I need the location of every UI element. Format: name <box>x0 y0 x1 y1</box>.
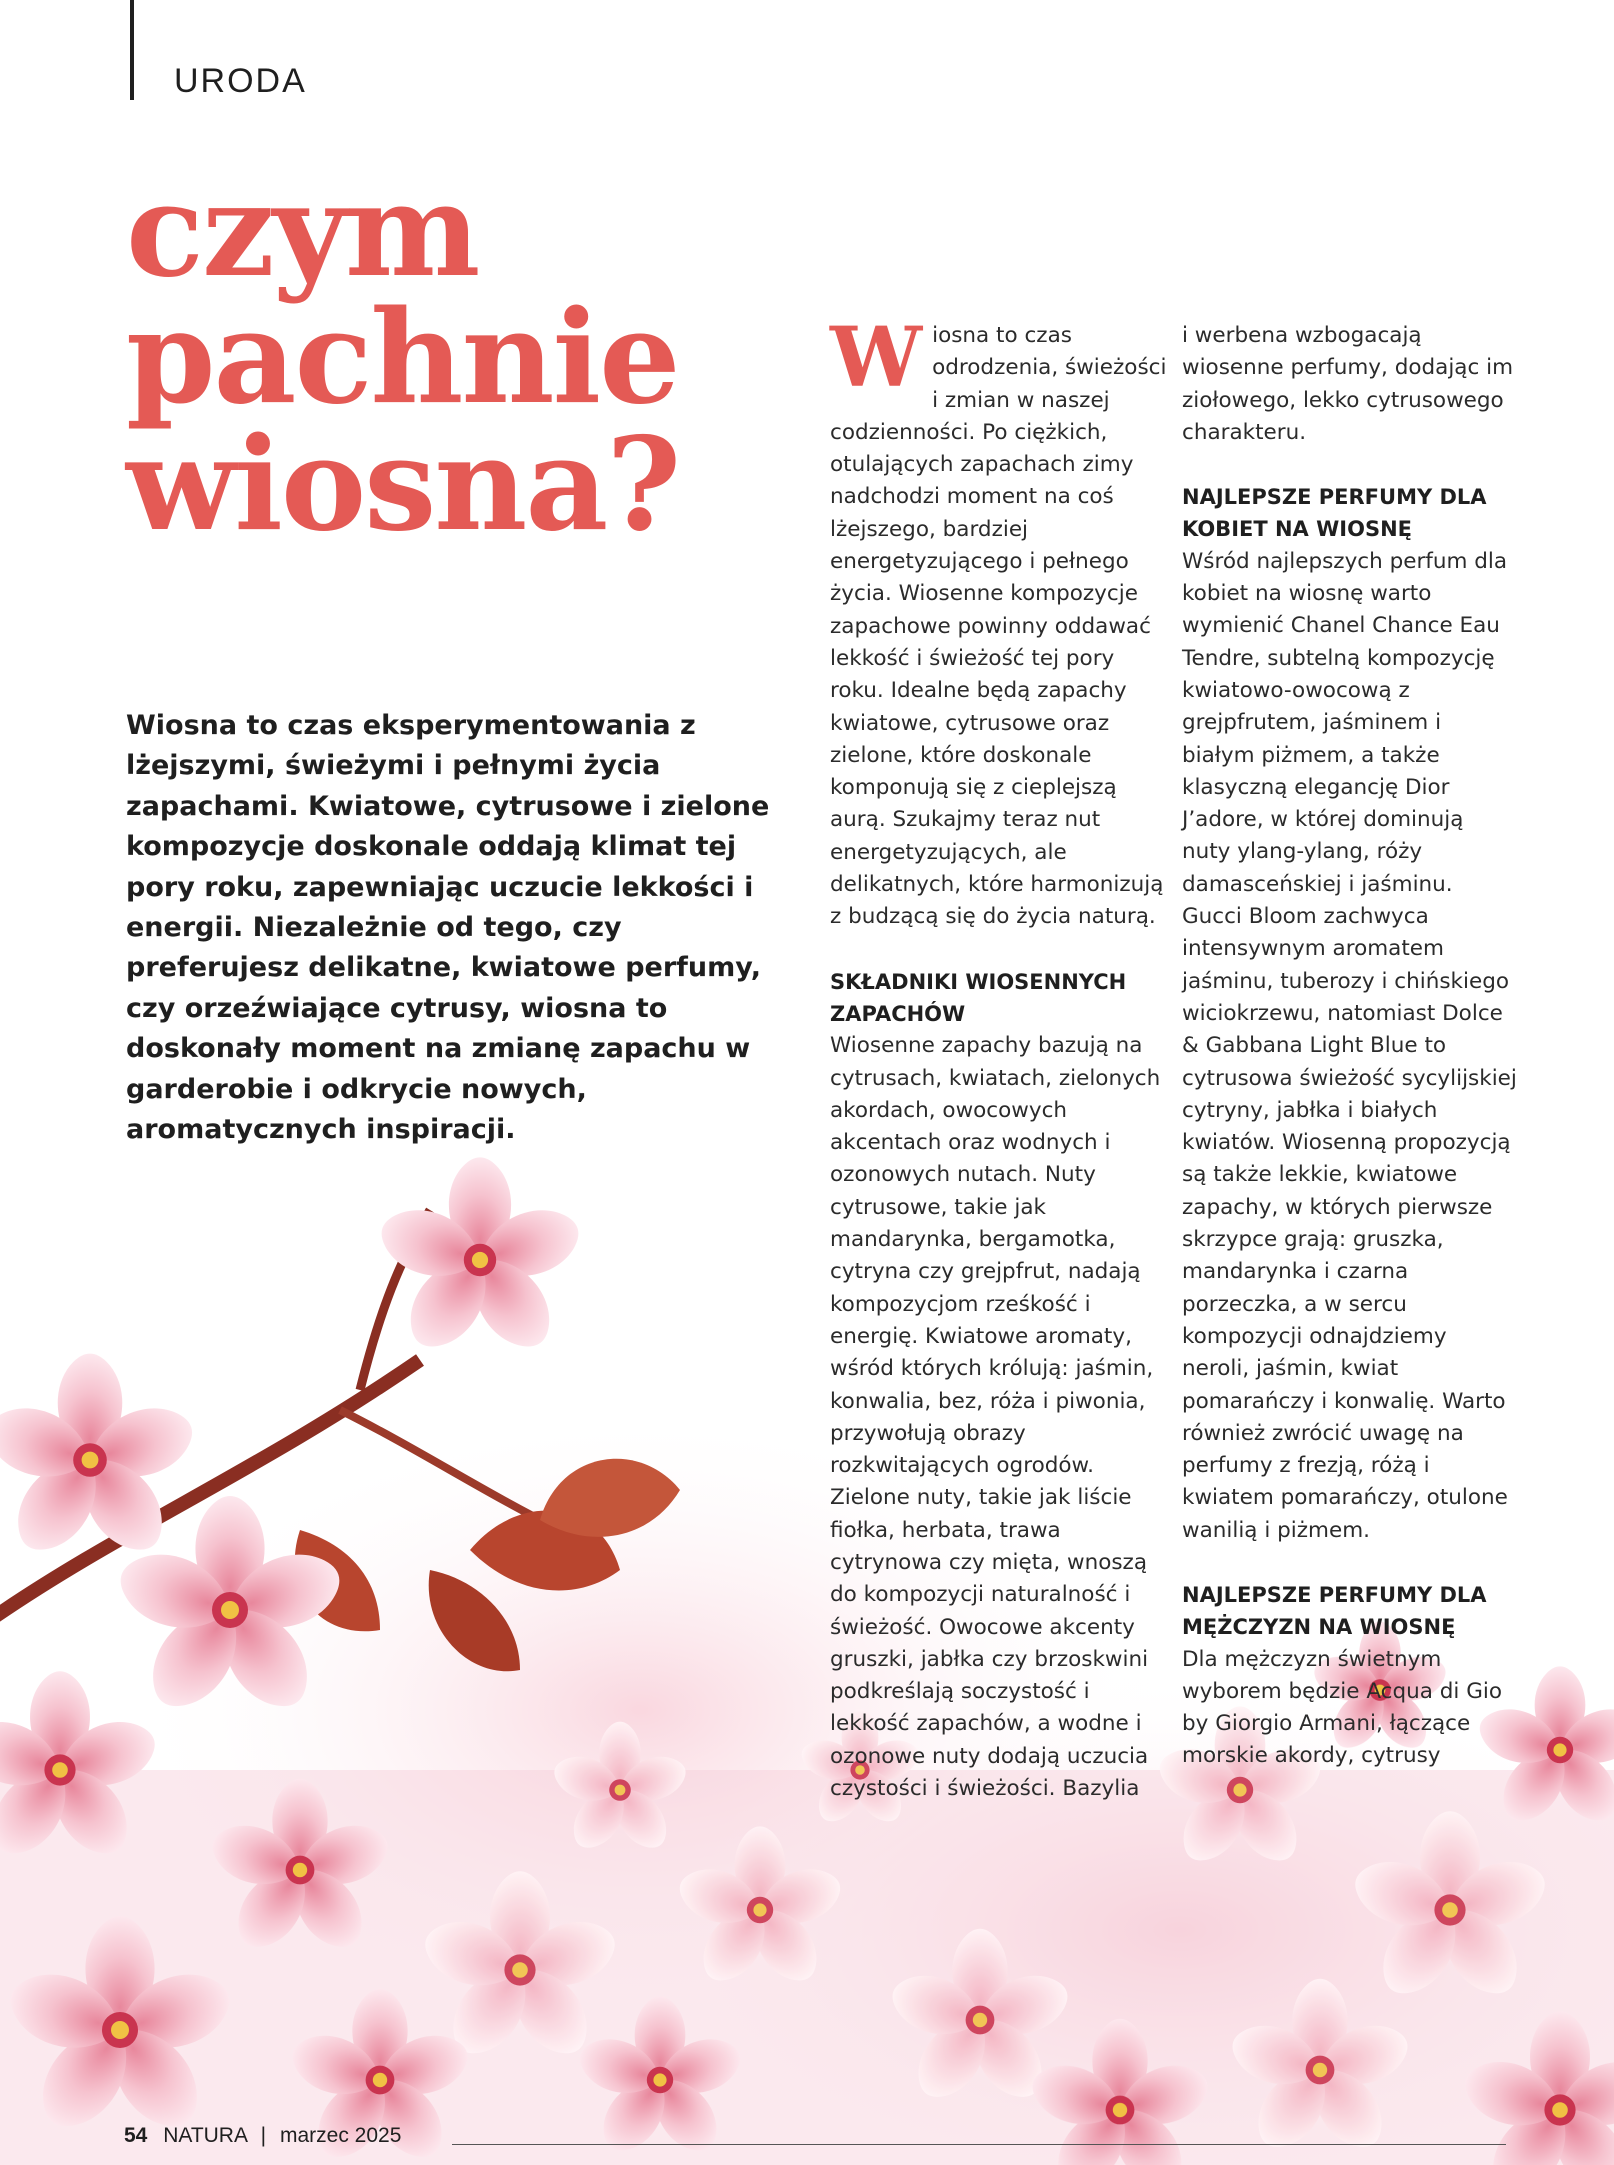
section-heading-women: NAJLEPSZE PERFUMY DLA KOBIET NA WIOSNĘ <box>1182 485 1487 542</box>
title-line-3: wiosna? <box>126 410 680 560</box>
article-column-1 <box>830 310 1170 1805</box>
article-column-2 <box>1182 320 1518 1773</box>
article-intro: iosna to czas odrodzenia, świeżości i zmian w naszej codzienności. Po ciężkich, otulających zapachach zimy nadchodzi moment na coś lżejszego, bardziej energetyzującego i pełnego życia. Wiosenne kompozycje zapachowe powinny oddawać lekkość i świeżość tej pory roku. Idealne będą zapachy kwiatowe, cytrusowe oraz zielone, które doskonale komponują się z cieplejszą aurą. Szukajmy teraz nut energetyzujących, ale delikatnych, które harmonizują z budzącą się do życia naturą. <box>830 323 1167 930</box>
section-body-ingredients: Wiosenne zapachy bazują na cytrusach, kwiatach, zielonych akordach, owocowych akcentach oraz wodnych i ozonowych nutach. Nuty cytrusowe, takie jak mandarynka, bergamotka, cytryna czy grejpfrut, nadają kompozycjom rześkość i energię. Kwiatowe aromaty, wśród których królują: jaśmin, konwalia, bez, róża i piwonia, przywołują obrazy rozkwitających ogrodów. Zielone nuty, takie jak liście fiołka, herbata, trawa cytrynowa czy mięta, wnoszą do kompozycji naturalność i świeżość. Owocowe akcenty gruszki, jabłka czy brzoskwini podkreślają soczystość i lekkość zapachów, a wodne i ozonowe nuty dodają uczucia czystości i świeżości. Bazylia <box>830 1033 1161 1802</box>
page-title <box>126 156 680 560</box>
section-body-men: Dla mężczyzn świetnym wyborem będzie Acqua di Gio by Giorgio Armani, łączące morskie akordy, cytrusy <box>1182 1646 1503 1769</box>
issue-date: marzec 2025 <box>279 2124 402 2147</box>
section-body-ingredients-continued: i werbena wzbogacają wiosenne perfumy, dodając im ziołowego, lekko cytrusowego charakteru. <box>1182 323 1514 445</box>
lead-paragraph: Wiosna to czas eksperymentowania z lżejszymi, świeżymi i pełnymi życia zapachami. Kwiatowe, cytrusowe i zielone kompozycje doskonale oddają klimat tej pory roku, zapewniając uczucie lekkości i energii. Niezależnie od tego, czy preferujesz delikatne, kwiatowe perfumy, czy orzeźwiające cytrusy, wiosna to doskonały moment na zmianę zapachu w garderobie i odkrycie nowych, aromatycznych inspiracji. <box>126 710 770 1146</box>
section-heading-men: NAJLEPSZE PERFUMY DLA MĘŻCZYZN NA WIOSNĘ <box>1182 1582 1487 1640</box>
title-line-2: pachnie <box>126 283 679 433</box>
page-number: 54 <box>124 2124 148 2147</box>
footer-rule <box>452 2144 1506 2145</box>
header-rule <box>130 0 134 100</box>
section-label: URODA <box>174 62 307 100</box>
title-line-1: czym <box>126 156 479 306</box>
section-body-women: Wśród najlepszych perfum dla kobiet na wiosnę warto wymienić Chanel Chance Eau Tendre, subtelną kompozycję kwiatowo-owocową z grejpfrutem, jaśminem i białym piżmem, a także klasyczną elegancję Dior J’adore, w której dominują nuty ylang-ylang, róży damasceńskiej i jaśminu. Gucci Bloom zachwyca intensywnym aromatem jaśminu, tuberozy i chińskiego wiciokrzewu, natomiast Dolce & Gabbana Light Blue to cytrusowa świeżość sycylijskiej cytryny, jabłka i białych kwiatów. Wiosenną propozycją są także lekkie, kwiatowe zapachy, w których pierwsze skrzypce grają: gruszka, mandarynka i czarna porzeczka, a w sercu kompozycji odnajdziemy neroli, jaśmin, kwiat pomarańczy i konwalię. Warto również zwrócić uwagę na perfumy z frezją, różą i kwiatem pomarańczy, otulone wanilią i piżmem. <box>1182 548 1517 1543</box>
drop-cap: W <box>830 310 923 406</box>
page-footer <box>124 2124 401 2148</box>
footer-separator: | <box>260 2124 267 2147</box>
magazine-name: NATURA <box>163 2124 247 2147</box>
section-heading-ingredients: SKŁADNIKI WIOSENNYCH ZAPACHÓW <box>830 969 1127 1026</box>
